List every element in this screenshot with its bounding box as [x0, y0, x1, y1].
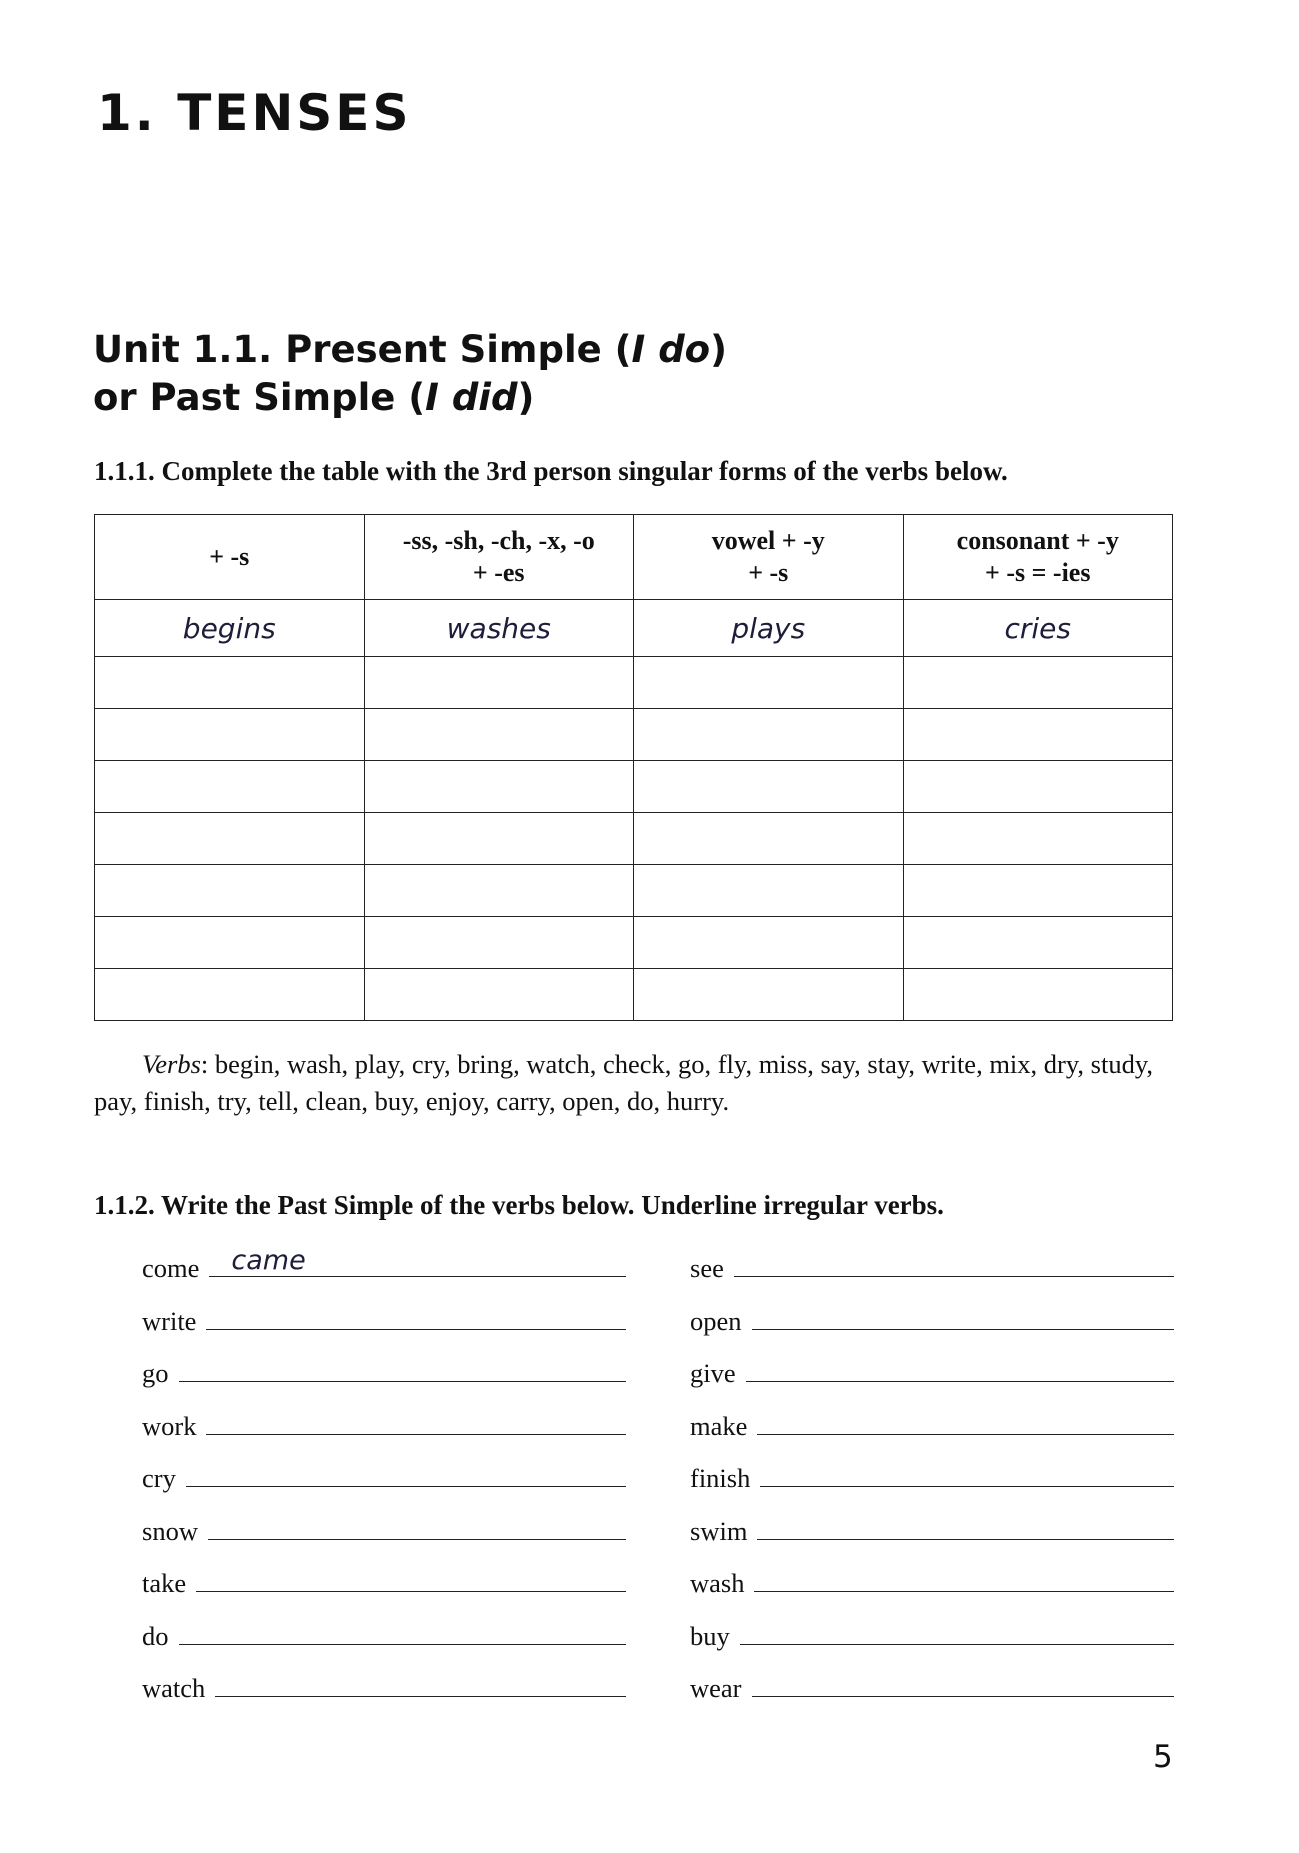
verbs-text: : begin, wash, play, cry, bring, watch, check, go, fly, miss, say, stay, write, mix, dry, study, pay, finish, try, tell, clean, buy, enjoy, carry, open, do, hurry.	[94, 1049, 1153, 1116]
answer-line[interactable]	[746, 1349, 1174, 1382]
blank-cell[interactable]	[364, 865, 634, 917]
list-item	[690, 1559, 1174, 1601]
header-plus-s: + -s	[95, 515, 365, 600]
blank-cell[interactable]	[364, 709, 634, 761]
verb-word: see	[690, 1253, 724, 1283]
list-item	[690, 1402, 1174, 1444]
table-row	[95, 761, 1173, 813]
page-number: 5	[1153, 1739, 1173, 1775]
table-row	[95, 813, 1173, 865]
blank-cell[interactable]	[95, 865, 365, 917]
list-item	[690, 1244, 1174, 1286]
answer-line[interactable]	[752, 1297, 1174, 1330]
answer-line[interactable]	[209, 1244, 626, 1277]
answer-line[interactable]	[760, 1454, 1174, 1487]
unit-example-past: I did	[425, 376, 518, 419]
blank-cell[interactable]	[364, 917, 634, 969]
list-item	[690, 1454, 1174, 1496]
header-vowel-y: vowel + -y + -s	[634, 515, 904, 600]
list-item	[142, 1244, 626, 1286]
verb-word: make	[690, 1410, 748, 1441]
unit-title-line-1: Unit 1.1. Present Simple (I do)	[93, 328, 728, 371]
list-item	[142, 1612, 626, 1654]
blank-cell[interactable]	[634, 657, 904, 709]
verb-forms-table	[94, 514, 1173, 1021]
table-header-row	[95, 515, 1173, 600]
blank-cell[interactable]	[95, 917, 365, 969]
list-item	[690, 1664, 1174, 1706]
list-item	[690, 1612, 1174, 1654]
unit-title-line-2: or Past Simple (I did)	[93, 376, 535, 419]
list-item	[690, 1507, 1174, 1549]
list-item	[142, 1402, 626, 1444]
answer-line[interactable]	[196, 1559, 626, 1592]
verb-word: work	[142, 1410, 197, 1441]
blank-cell[interactable]	[634, 813, 904, 865]
verb-word: snow	[142, 1515, 198, 1546]
blank-cell[interactable]	[364, 657, 634, 709]
example-row	[95, 600, 1173, 657]
blank-cell[interactable]	[95, 657, 365, 709]
list-item	[142, 1559, 626, 1601]
answer-line[interactable]	[754, 1559, 1174, 1592]
unit-example-present: I do	[631, 328, 711, 371]
verb-word: open	[690, 1305, 742, 1336]
answer-line[interactable]	[757, 1507, 1174, 1540]
answer-line[interactable]	[179, 1349, 627, 1382]
table-row	[95, 865, 1173, 917]
blank-cell[interactable]	[634, 709, 904, 761]
blank-cell[interactable]	[364, 969, 634, 1021]
answer-line[interactable]	[740, 1612, 1174, 1645]
blank-cell[interactable]	[634, 969, 904, 1021]
example-cell: begins	[95, 600, 365, 657]
verb-word: give	[690, 1358, 736, 1388]
verb-word: take	[142, 1568, 187, 1598]
header-plus-es: -ss, -sh, -ch, -x, -o + -es	[364, 515, 634, 600]
example-cell: plays	[634, 600, 904, 657]
blank-cell[interactable]	[95, 969, 365, 1021]
answer-line[interactable]	[206, 1297, 626, 1330]
blank-cell[interactable]	[903, 761, 1173, 813]
verb-word: wash	[690, 1568, 745, 1598]
blank-cell[interactable]	[95, 761, 365, 813]
list-item	[142, 1664, 626, 1706]
blank-cell[interactable]	[634, 865, 904, 917]
blank-cell[interactable]	[903, 813, 1173, 865]
answer-line[interactable]	[215, 1664, 626, 1697]
blank-cell[interactable]	[903, 917, 1173, 969]
example-cell: washes	[364, 600, 634, 657]
verb-word: finish	[690, 1463, 751, 1493]
list-item	[142, 1454, 626, 1496]
verb-word: buy	[690, 1620, 730, 1651]
answer-line[interactable]	[206, 1402, 626, 1435]
verb-word: swim	[690, 1515, 748, 1546]
answer-line[interactable]	[186, 1454, 626, 1487]
table-row	[95, 969, 1173, 1021]
verb-word: go	[142, 1358, 169, 1388]
verbs-label: Verbs	[142, 1049, 201, 1079]
handwritten-answer: came	[231, 1245, 306, 1276]
blank-cell[interactable]	[95, 813, 365, 865]
blank-cell[interactable]	[634, 761, 904, 813]
table-row	[95, 917, 1173, 969]
answer-line[interactable]	[208, 1507, 626, 1540]
verb-word: come	[142, 1253, 200, 1283]
answer-line[interactable]	[757, 1402, 1174, 1435]
list-item	[142, 1349, 626, 1391]
verb-word: do	[142, 1620, 169, 1651]
exercise-1-heading: 1.1.1. Complete the table with the 3rd person singular forms of the verbs below.	[94, 456, 1008, 486]
answer-line[interactable]	[179, 1612, 627, 1645]
table-row	[95, 709, 1173, 761]
example-cell: cries	[903, 600, 1173, 657]
blank-cell[interactable]	[903, 969, 1173, 1021]
blank-cell[interactable]	[903, 865, 1173, 917]
verbs-list	[94, 1046, 1174, 1120]
unit-title	[93, 326, 727, 422]
verb-word: wear	[690, 1673, 742, 1703]
answer-line[interactable]	[734, 1244, 1174, 1277]
blank-cell[interactable]	[364, 761, 634, 813]
blank-cell[interactable]	[634, 917, 904, 969]
table-row	[95, 657, 1173, 709]
verb-word: cry	[142, 1463, 176, 1493]
list-item	[142, 1507, 626, 1549]
list-item	[690, 1297, 1174, 1339]
verb-word: watch	[142, 1673, 206, 1703]
list-item	[690, 1349, 1174, 1391]
blank-cell[interactable]	[903, 709, 1173, 761]
blank-cell[interactable]	[95, 709, 365, 761]
blank-cell[interactable]	[364, 813, 634, 865]
list-item	[142, 1297, 626, 1339]
header-consonant-y: consonant + -y + -s = -ies	[903, 515, 1173, 600]
chapter-title: 1. TENSES	[97, 84, 412, 142]
answer-line[interactable]	[752, 1664, 1175, 1697]
exercise-2-heading: 1.1.2. Write the Past Simple of the verbs below. Underline irregular verbs.	[94, 1190, 944, 1220]
verb-word: write	[142, 1305, 197, 1336]
blank-cell[interactable]	[903, 657, 1173, 709]
